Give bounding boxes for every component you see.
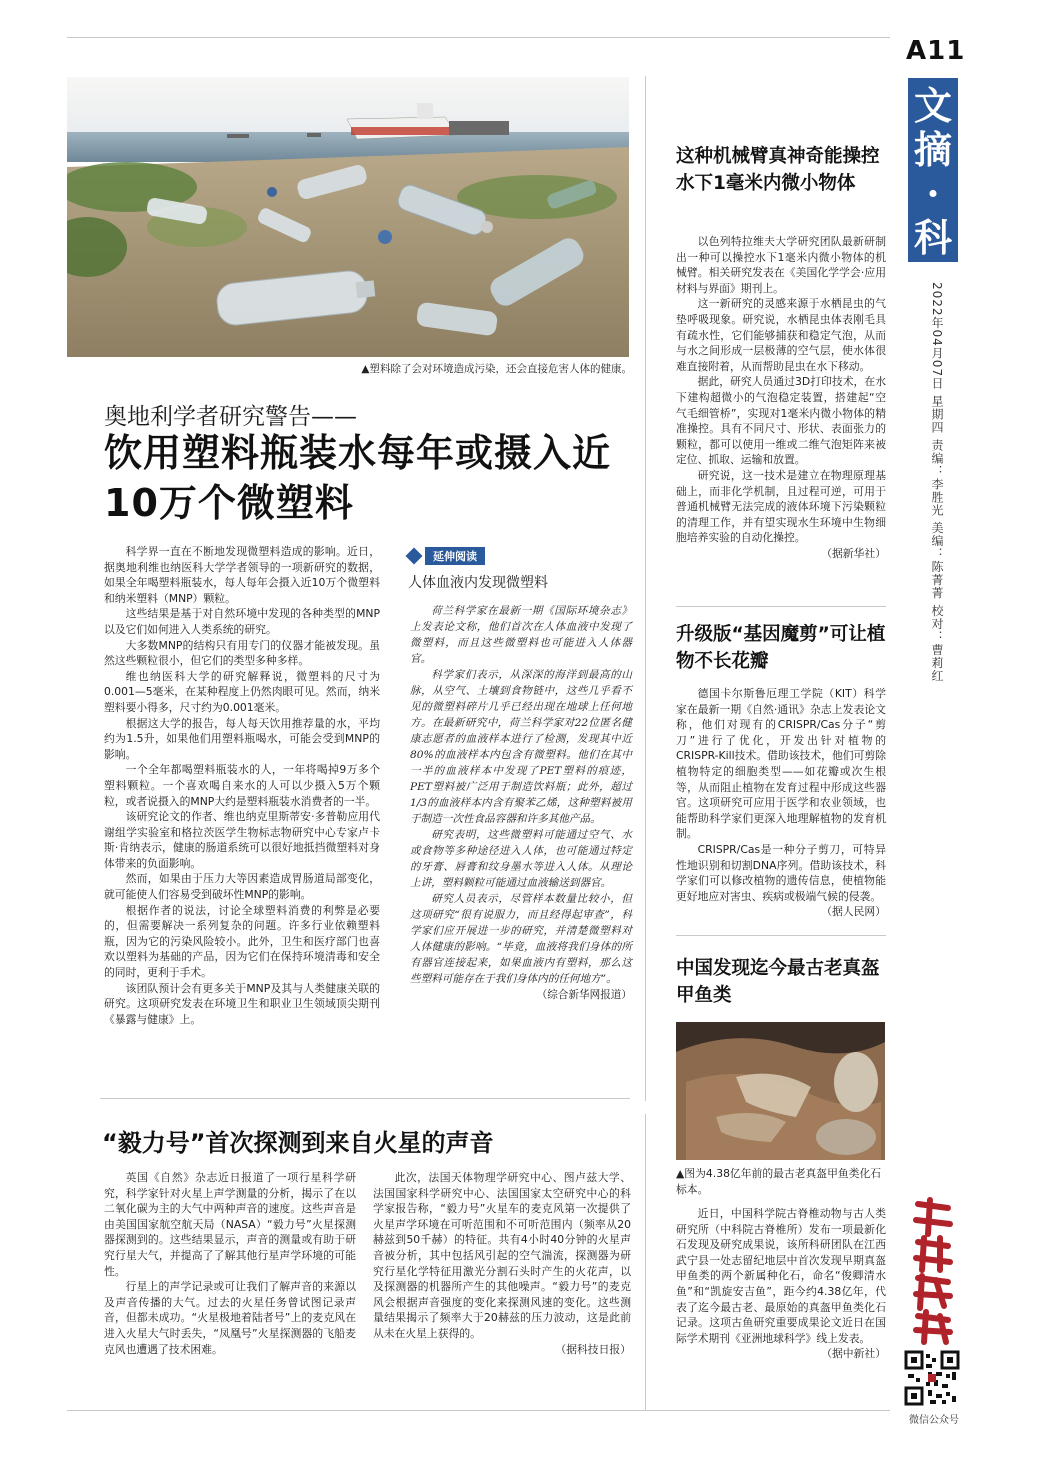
extended-paragraph: 荷兰科学家在最新一期《国际环境杂志》上发表论文称，他们首次在人体血液中发现了微塑料，而且这些微塑料也可能进入人体器官。 (410, 605, 632, 665)
extended-body (410, 603, 632, 1003)
page-number: A11 (906, 36, 966, 66)
newspaper-logo (910, 1196, 956, 1346)
lead-paragraph: 然而，如果由于压力大等因素造成胃肠道局部变化，就可能使人们容易受到破坏性MNP的影响。 (104, 872, 380, 902)
arm-paragraph: 据此，研究人员通过3D打印技术，在水下建构超微小的气泡稳定装置，搭建起“空气毛细管桥”，实现对1毫米内微小物体的精准操控。具有不同尺寸、形状、表面张力的颗粒，都可以使用一维或二维气泡矩阵来被定位、抓取、运输和放置。 (676, 375, 886, 467)
gene-headline: 升级版“基因魔剪”可让植物不长花瓣 (676, 624, 886, 672)
lead-paragraph: 一个全年都喝塑料瓶装水的人，一年将喝掉9万多个塑料颗粒。一个喜欢喝自来水的人可以少摄入5万个颗粒，或者说摄入的MNP大约是塑料瓶装水消费者的一半。 (104, 763, 380, 808)
arm-headline: 这种机械臂真神奇能操控水下1毫米内微小物体 (676, 146, 880, 194)
fossil-source: （据中新社） (821, 1347, 886, 1361)
lead-headline: 饮用塑料瓶装水每年或摄入近10万个微塑料 (104, 431, 612, 525)
arm-body (676, 234, 886, 561)
arm-paragraph: 这一新研究的灵感来源于水栖昆虫的气垫呼吸现象。研究说，水栖昆虫体表刚毛具有疏水性，它们能够捕获和稳定气泡，从而与水之间形成一层极薄的空气层，使水体很难直接附着，从而帮助昆虫在水下移动。 (676, 297, 886, 373)
column-divider (645, 76, 646, 1101)
lead-paragraph: 根据这大学的报告，每人每天饮用推荐量的水，平均约为1.5升，如果他们用塑料瓶喝水，可能会受到MNP的影响。 (104, 716, 380, 761)
gene-paragraph: CRISPR/Cas是一种分子剪刀，可特异性地识别和切割DNA序列。借助该技术，科学家们可以修改植物的遗传信息，使植物能更好地应对害虫、疾病或极端气候的侵袭。 (676, 842, 886, 903)
extended-title: 人体血液内发现微塑料 (408, 575, 548, 591)
mars-headline: “毅力号”首次探测到来自火星的声音 (102, 1129, 494, 1157)
section-title: 文摘·科技 (908, 78, 958, 262)
fossil-caption: ▲图为4.38亿年前的最古老真盔甲鱼类化石标本。 (676, 1167, 882, 1196)
date-line: 2022年04月07日 星期四 责编：李胜光 美编：陈菁菁 校对：曹莉红 (930, 282, 944, 683)
fossil-body (676, 1206, 886, 1362)
lead-paragraph: 大多数MNP的结构只有用专门的仪器才能被发现。虽然这些颗粒很小，但它们的类型多种多样。 (104, 638, 380, 668)
diamond-icon (406, 548, 423, 565)
section-rule (100, 1098, 630, 1099)
lead-kicker: 奥地利学者研究警告—— (104, 404, 357, 430)
extended-reading-label: 延伸阅读 (425, 547, 485, 565)
side-rule-1 (676, 606, 886, 607)
photo-caption: ▲塑料除了会对环境造成污染，还会直接危害人体的健康。 (361, 363, 632, 375)
qr-label: 微信公众号 (909, 1415, 959, 1426)
column-divider-lower (645, 1114, 646, 1410)
side-rule-2 (676, 935, 886, 936)
arm-source: （据新华社） (821, 546, 886, 560)
lead-paragraph: 该研究论文的作者、维也纳克里斯蒂安·多普勒应用代谢组学实验室和格拉茨医学生物标志物研究中心专家卢卡斯·肯纳表示，健康的肠道系统可以很好地抵挡微塑料对身体带来的负面影响。 (104, 810, 380, 870)
lead-paragraph: 科学界一直在不断地发现微塑料造成的影响。近日，据奥地利维也纳医科大学学者领导的一项新研究的数据，如果全年喝塑料瓶装水，每人每年会摄入近10万个微塑料和纳米塑料（MNP）颗粒。 (104, 545, 380, 605)
mars-paragraph: 此次，法国天体物理学研究中心、图卢兹大学、法国国家科学研究中心、法国国家太空研究中心的科学家报告称，“毅力号”火星车的麦克风第一次提供了火星声学环境在可听范围和不可听范围内（频率从20赫兹到50千赫）的特征。共有4小时40分钟的火星声音被分析，其中包括风引起的空气湍流，探测器为研究行星化学特征用激光分割石头时产生的火花声，以及探测器的机器所产生的其他噪声。“毅力号”的麦克风会根据声音强度的变化来探测风速的变化。这些测量结果揭示了频率大于20赫兹的压力波动，这是此前从未在火星上获得的。 (373, 1171, 631, 1340)
gene-body (676, 686, 886, 920)
extended-reading-tag (408, 547, 485, 565)
mars-paragraph: 行星上的声学记录或可让我们了解声音的来源以及声音传播的大气。过去的火星任务曾试图记录声音，但都未成功。“火星极地着陆者号”上的麦克风在进入火星大气时丢失，“凤凰号”火星探测器的飞船麦克风也遭遇了技术困难。 (104, 1280, 356, 1356)
mars-col-1 (104, 1170, 356, 1357)
fossil-photo (676, 1022, 885, 1160)
lead-paragraph: 根据作者的说法，讨论全球塑料消费的利弊是必要的，但需要解决一系列复杂的问题。许多行业依赖塑料瓶，因为它的污染风险较小。此外，卫生和医疗部门也喜欢以塑料为基础的产品，因为它们在保持环境清毒和安全的同时，更利于手术。 (104, 903, 380, 980)
arm-paragraph: 以色列特拉维夫大学研究团队最新研制出一种可以操控水下1毫米内微小物体的机械臂。相关研究发表在《美国化学学会·应用材料与界面》期刊上。 (676, 235, 886, 295)
mars-col-2 (373, 1170, 631, 1357)
extended-paragraph: 科学家们表示，从深深的海洋到最高的山脉，从空气、土壤到食物链中，这些几乎看不见的微塑料碎片几乎已经出现在地球上任何地方。在最新研究中，荷兰科学家对22位匿名健康志愿者的血液样本进行了检测，发现其中近80%的血液样本内包含有微塑料。他们在其中一半的血液样本中发现了PET塑料的痕迹，PET塑料被广泛用于制造饮料瓶；此外，超过1/3的血液样本内含有聚苯乙烯，这种塑料被用于制造一次性食品容器和许多其他产品。 (410, 669, 632, 825)
extended-source: （综合新华网报道） (536, 989, 632, 1001)
fossil-paragraph: 近日，中国科学院古脊椎动物与古人类研究所（中科院古脊椎所）发布一项最新化石发现及研究成果说，该所科研团队在江西武宁县一处志留纪地层中首次发现早期真盔甲鱼类的两个新属种化石，命名“俊卿清水鱼”和“凯旋安吉鱼”，距今约4.38亿年，代表了迄今最古老、最原始的真盔甲鱼类化石记录。这项古鱼研究重要成果论文近日在国际学术期刊《亚洲地球科学》线上发表。 (676, 1207, 886, 1345)
gene-source: （据人民网） (821, 905, 886, 919)
qr-code-icon[interactable] (904, 1350, 960, 1406)
mars-paragraph: 英国《自然》杂志近日报道了一项行星科学研究，科学家针对火星上声学测量的分析，揭示了在以二氧化碳为主的大气中两种声音的速度。这些声音是由美国国家航空航天局（NASA）“毅力号”火星探测器探测到的。这些结果显示，声音的测量或有助于研究行星大气，并提高了了解其他行星声学环境的可能性。 (104, 1171, 356, 1278)
arm-paragraph: 研究说，这一技术是建立在物理原理基础上，而非化学机制，且过程可逆，可用于普通机械臂无法完成的液体环境下污染颗粒的清理工作，并有望实现水生环境中生物细胞培养实验的自动化操控。 (676, 468, 886, 545)
fossil-headline: 中国发现迄今最古老真盔甲鱼类 (676, 958, 880, 1006)
bottom-rule (67, 1410, 890, 1411)
lead-paragraph: 维也纳医科大学的研究解释说，微塑料的尺寸为0.001—5毫米，在某种程度上仍然肉眼可见。然而，纳米塑料要小得多，尺寸约为0.001毫米。 (104, 669, 380, 714)
extended-paragraph: 研究表明，这些微塑料可能通过空气、水或食物等多种途径进入人体，也可能通过特定的牙膏、唇膏和纹身墨水等进入人体。从理论上讲，塑料颗粒可能通过血液输送到器官。 (410, 829, 632, 889)
fossil-image (676, 1022, 885, 1160)
gene-paragraph: 德国卡尔斯鲁厄理工学院（KIT）科学家在最新一期《自然·通讯》杂志上发表论文称，他们对现有的CRISPR/Cas分子“剪刀”进行了优化，开发出针对植物的CRISPR-Kill技术。借助该技术，他们可剪除植物特定的细胞类型——如花瓣或次生根等，从而阻止植物在发育过程中形成这些器官。这项研究可应用于医学和农业领域，也能帮助科学家们更深入地理解植物的发育机制。 (676, 687, 886, 841)
mars-source: （据科技日报） (555, 1342, 631, 1356)
lead-body (104, 544, 380, 1027)
top-rule (67, 37, 890, 38)
plastic-beach-image (67, 77, 629, 357)
lead-paragraph: 这些结果是基于对自然环境中发现的各种类型的MNP以及它们如何进入人类系统的研究。 (104, 607, 380, 636)
extended-paragraph: 研究人员表示，尽管样本数量比较小，但这项研究“很有说服力，而且经得起审查”，科学家们应开展进一步的研究，并清楚微塑料对人体健康的影响。“毕竟，血液将我们身体的所有器官连接起来，如果血液内有塑料，那么这些塑料可能存在于我们身体内的任何地方”。 (410, 893, 632, 985)
lead-photo (67, 77, 629, 357)
lead-paragraph: 该团队预计会有更多关于MNP及其与人类健康关联的研究。这项研究发表在环境卫生和职业卫生领域顶尖期刊《暴露与健康》上。 (104, 981, 380, 1026)
